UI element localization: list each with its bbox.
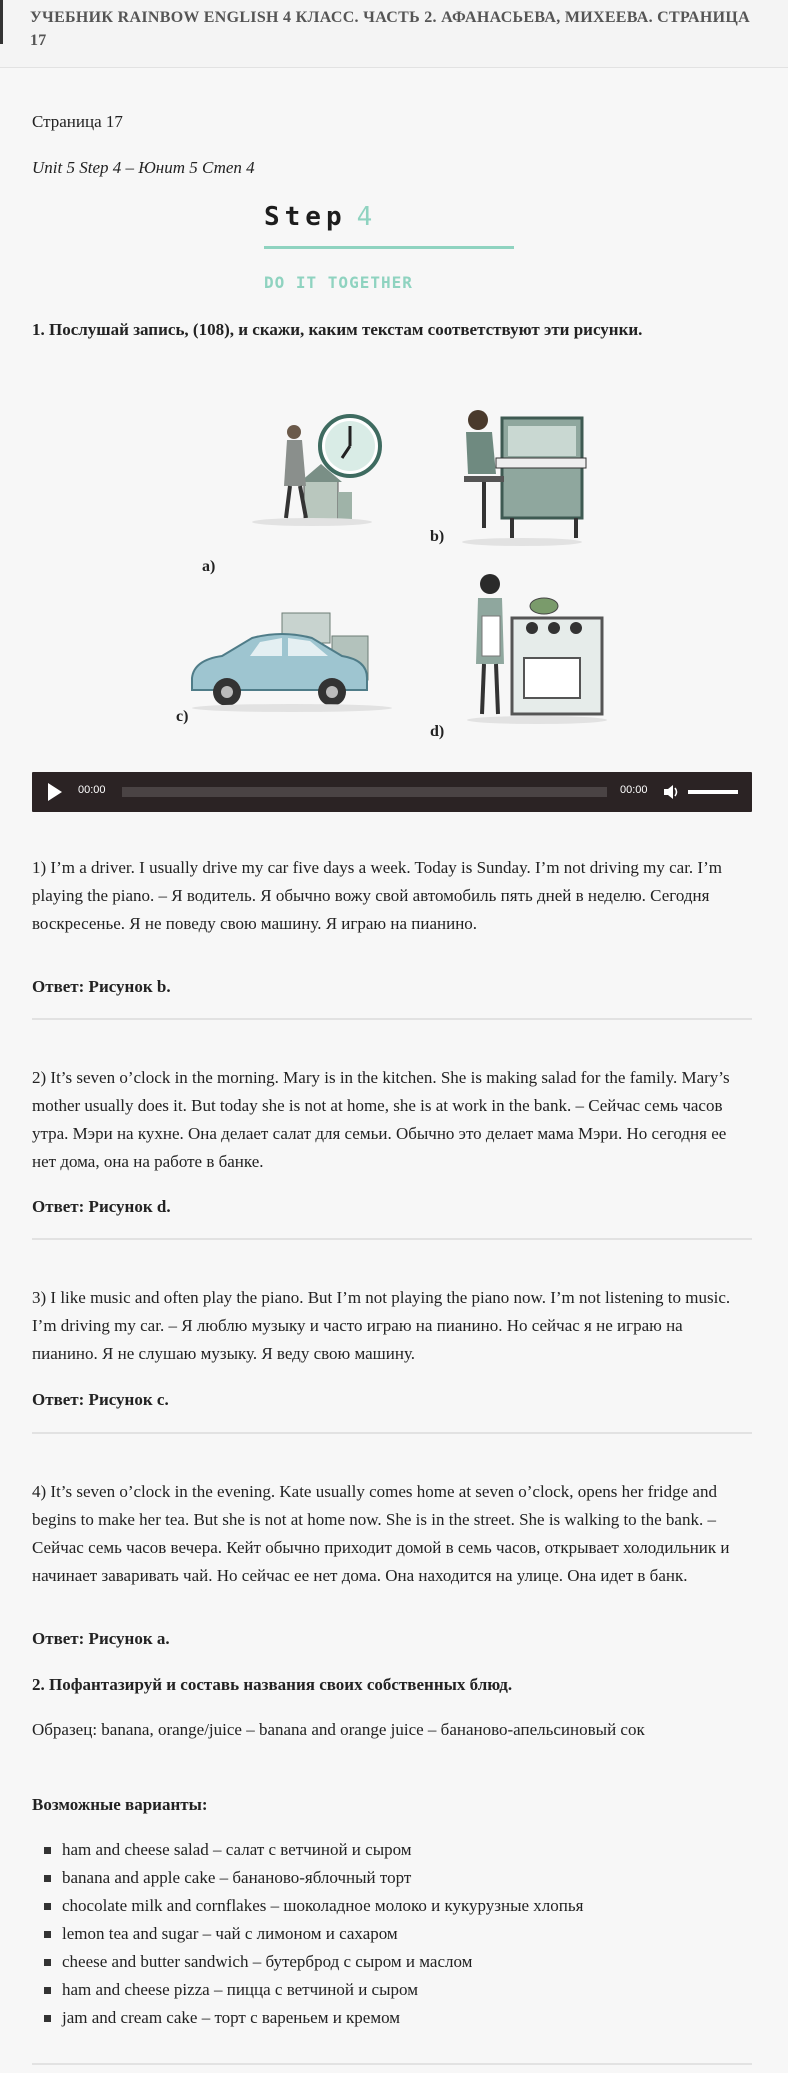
page-title: УЧЕБНИК RAINBOW ENGLISH 4 КЛАСС. ЧАСТЬ 2. АФАНАСЬЕВА, МИХЕЕВА. СТРАНИЦА 17 — [30, 9, 750, 49]
duration-time: 00:00 — [620, 784, 648, 796]
variants-list — [32, 1836, 752, 2032]
picture-b-label: b) — [430, 528, 445, 545]
picture-a-label: a) — [202, 558, 216, 575]
task2-example: Образец: banana, orange/juice – banana and orange juice – бананово-апельсиновый сок — [32, 1720, 645, 1739]
task1-heading: 1. Послушай запись, (108), и скажи, каким текстам соответствуют эти рисунки. — [32, 320, 643, 339]
answer-3: Ответ: Рисунок c. — [32, 1390, 169, 1409]
picture-d-label: d) — [430, 723, 445, 740]
do-it-together-caption: DO IT TOGETHER — [264, 273, 413, 292]
text-4: 4) It’s seven o’clock in the evening. Kate usually comes home at seven o’clock, opens her fridge and begins to make her tea. But she is not at home now. She is in the street. She is walking to the bank. – Сейчас семь часов вечера. Кейт обычно приходит домой в семь часов, открывает холодильник и начинает заваривать чай. Но сейчас ее нет дома. Она находится на улице. Она идет в банк. — [32, 1482, 730, 1585]
list-item: ham and cheese pizza – пицца с ветчиной и сыром — [32, 1976, 752, 2004]
variants-heading: Возможные варианты: — [32, 1795, 208, 1814]
answer-2: Ответ: Рисунок d. — [32, 1197, 171, 1216]
picture-c-driving-car — [182, 608, 402, 718]
audio-progress-track[interactable] — [122, 787, 607, 797]
answer-4: Ответ: Рисунок a. — [32, 1629, 170, 1648]
volume-icon[interactable] — [662, 783, 680, 801]
unit-step-text: Unit 5 Step 4 – Юнит 5 Степ 4 — [32, 158, 255, 177]
step-heading-image — [264, 202, 377, 232]
step-word: Step — [264, 202, 347, 232]
task2-heading: 2. Пофантазируй и составь названия своих собственных блюд. — [32, 1675, 513, 1694]
volume-slider[interactable] — [688, 790, 738, 794]
picture-a-woman-walking-clock — [232, 408, 392, 528]
list-item: cheese and butter sandwich – бутерброд с сыром и маслом — [32, 1948, 752, 1976]
header-accent-bar — [0, 0, 3, 44]
step-underline — [264, 246, 514, 249]
divider — [32, 1018, 752, 1020]
text-2: 2) It’s seven o’clock in the morning. Mary is in the kitchen. She is making salad for the family. Mary’s mother usually does it. But today she is not at home, she is at work in the bank. – Сейчас семь часов утра. Мэри на кухне. Она делает салат для семьи. Обычно это делает мама Мэри. Но сегодня ее нет дома, она на работе в банке. — [32, 1068, 730, 1171]
answer-1: Ответ: Рисунок b. — [32, 977, 171, 996]
picture-c-label: c) — [176, 708, 189, 725]
text-1: 1) I’m a driver. I usually drive my car five days a week. Today is Sunday. I’m not driving my car. I’m playing the piano. – Я водитель. Я обычно вожу свой автомобиль пять дней в неделю. Сегодня воскресенье. Я не поведу свою машину. Я играю на пианино. — [32, 858, 722, 933]
text-3: 3) I like music and often play the piano. But I’m not playing the piano now. I’m not listening to music. I’m driving my car. – Я люблю музыку и часто играю на пианино. Но сейчас я не играю на пианино. Я не слушаю музыку. Я веду свою машину. — [32, 1288, 731, 1363]
list-item: jam and cream cake – торт с вареньем и кремом — [32, 2004, 752, 2032]
list-item: lemon tea and sugar – чай с лимоном и сахаром — [32, 1920, 752, 1948]
list-item: banana and apple cake – бананово-яблочный торт — [32, 1864, 752, 1892]
step-number: 4 — [356, 202, 378, 232]
divider — [32, 1238, 752, 1240]
page-header — [0, 0, 788, 68]
list-item: chocolate milk and cornflakes – шоколадное молоко и кукурузные хлопья — [32, 1892, 752, 1920]
divider — [32, 2063, 752, 2065]
current-time: 00:00 — [78, 784, 106, 796]
list-item: ham and cheese salad – салат с ветчиной и сыром — [32, 1836, 752, 1864]
picture-d-cooking-kitchen — [462, 568, 612, 728]
divider — [32, 1432, 752, 1434]
audio-player — [32, 772, 752, 812]
page-number-text: Страница 17 — [32, 112, 123, 131]
picture-b-playing-piano — [452, 398, 592, 548]
play-icon[interactable] — [48, 783, 62, 801]
